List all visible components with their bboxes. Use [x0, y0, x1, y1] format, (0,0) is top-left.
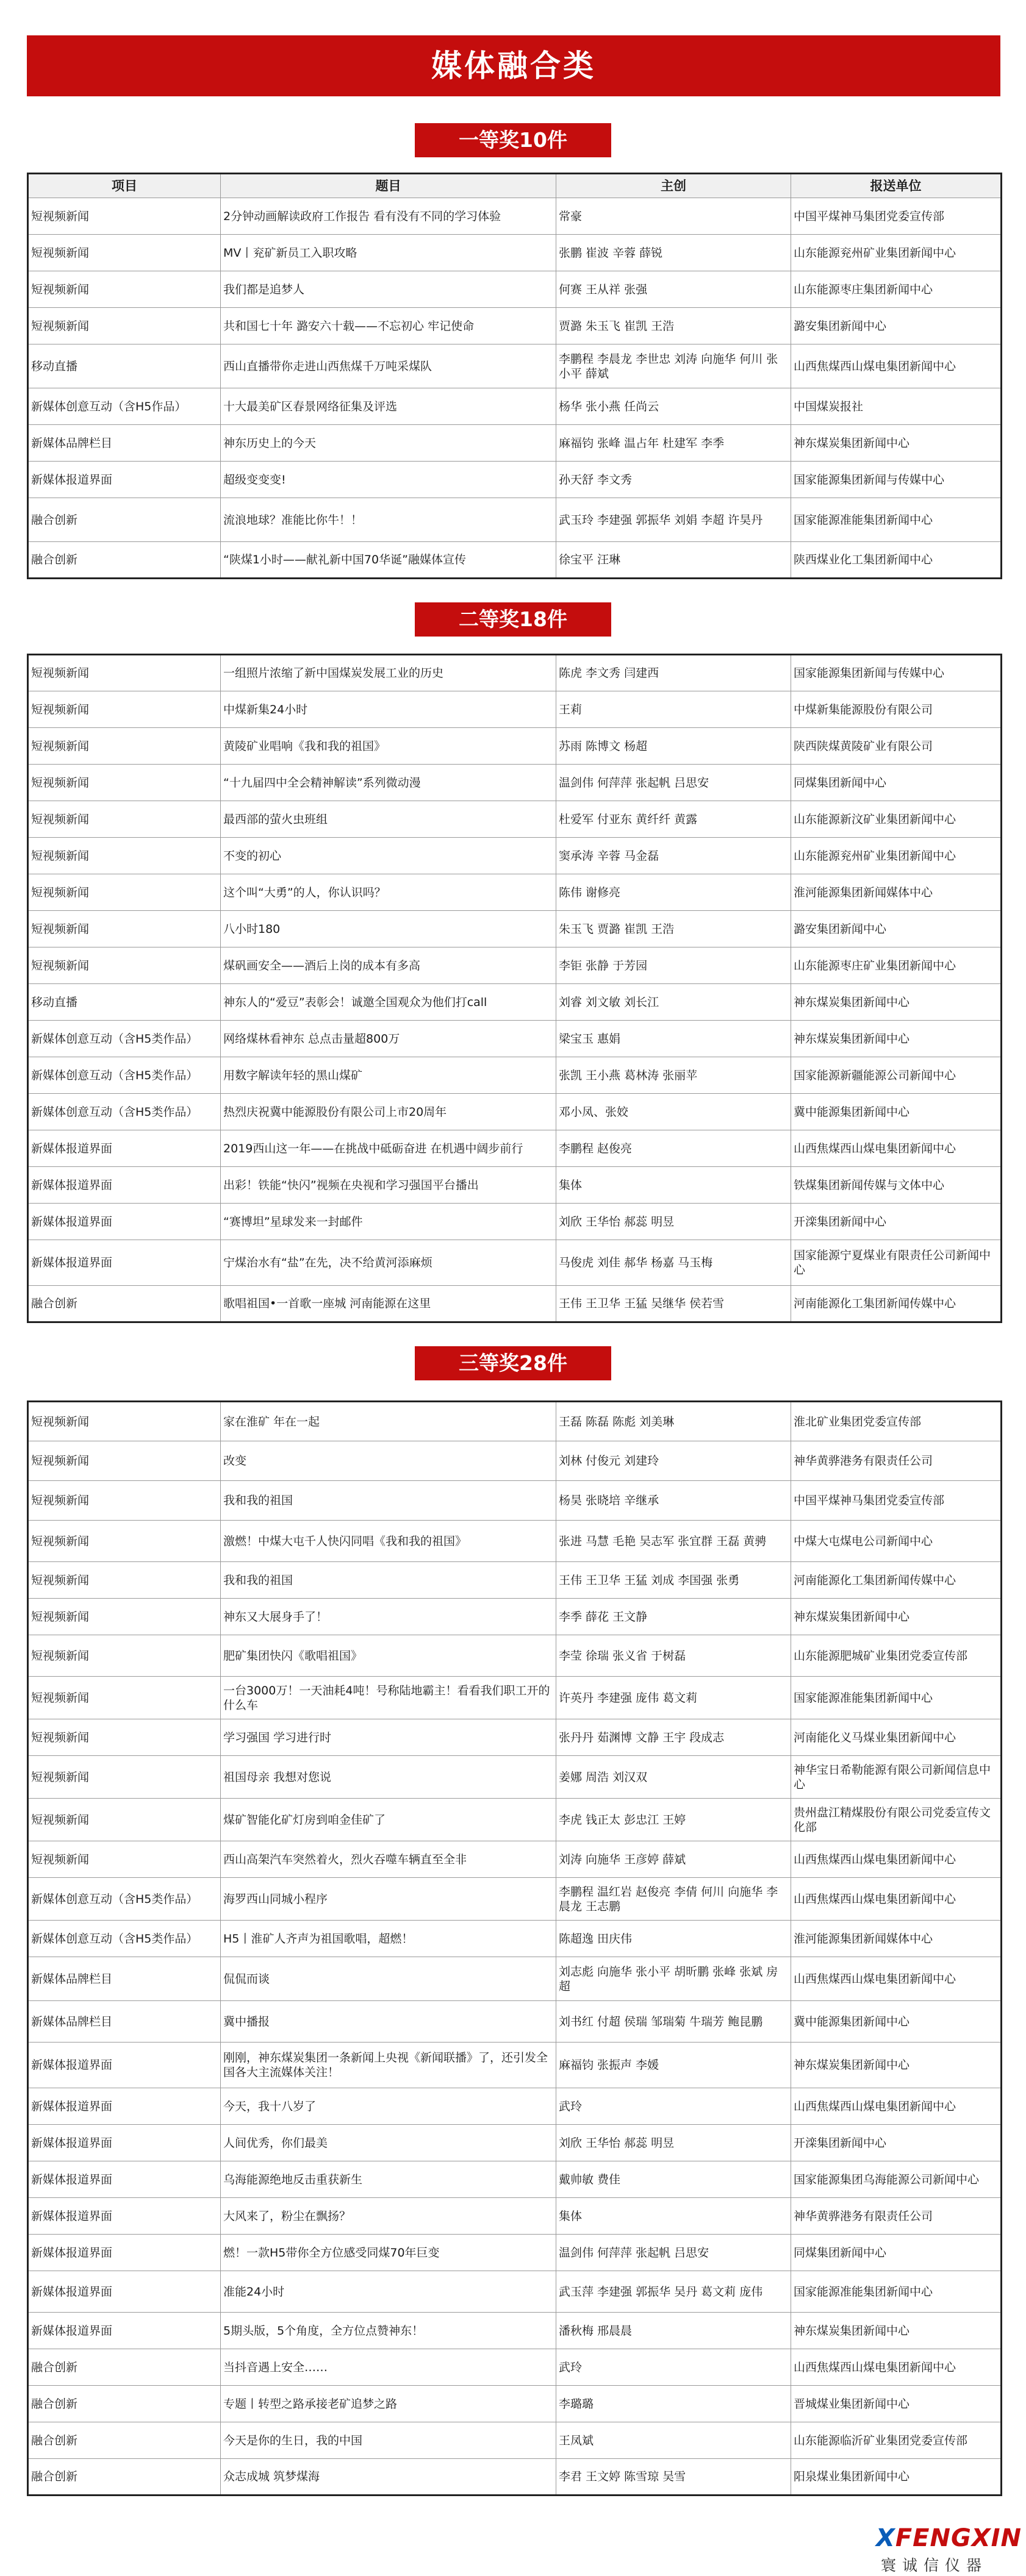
cell-title: 不变的初心: [221, 838, 556, 874]
cell-title: 今天是你的生日，我的中国: [221, 2422, 556, 2459]
cell-unit: 国家能源准能集团新闻中心: [791, 498, 1002, 542]
header-title: 题目: [221, 174, 556, 198]
cell-title: 神东人的“爱豆”表彰会！诚邀全国观众为他们打call: [221, 984, 556, 1021]
cell-unit: 中煤新集能源股份有限公司: [791, 691, 1002, 728]
cell-unit: 开滦集团新闻中心: [791, 2125, 1002, 2161]
table-row: [28, 198, 1002, 235]
cell-title: 众志成城 筑梦煤海: [221, 2459, 556, 2496]
cell-project: 新媒体报道界面: [28, 2043, 221, 2088]
cell-title: 超级变变变!: [221, 462, 556, 498]
cell-title: 神东历史上的今天: [221, 425, 556, 462]
cell-project: 移动直播: [28, 984, 221, 1021]
cell-project: 新媒体报道界面: [28, 2198, 221, 2235]
cell-title: 祖国母亲 我想对您说: [221, 1756, 556, 1799]
cell-title: 煤矿智能化矿灯房到咱金佳矿了: [221, 1799, 556, 1841]
cell-title: 肥矿集团快闪《歌唱祖国》: [221, 1635, 556, 1677]
cell-unit: 潞安集团新闻中心: [791, 308, 1002, 344]
cell-project: 新媒体创意互动（含H5类作品）: [28, 1057, 221, 1094]
cell-unit: 冀中能源集团新闻中心: [791, 2001, 1002, 2043]
cell-creators: 李虎 钱正太 彭忠江 王婷: [556, 1799, 791, 1841]
table-row: [28, 874, 1002, 911]
cell-project: 短视频新闻: [28, 1635, 221, 1677]
cell-creators: 王莉: [556, 691, 791, 728]
table-row: [28, 1481, 1002, 1521]
cell-title: 一组照片浓缩了新中国煤炭发展工业的历史: [221, 655, 556, 691]
cell-creators: 张凯 王小燕 葛林涛 张丽苹: [556, 1057, 791, 1094]
table-row: [28, 2161, 1002, 2198]
cell-project: 新媒体创意互动（含H5作品）: [28, 388, 221, 425]
cell-project: 短视频新闻: [28, 198, 221, 235]
cell-project: 短视频新闻: [28, 1677, 221, 1719]
cell-creators: 集体: [556, 1167, 791, 1204]
cell-unit: 河南能源化工集团新闻传媒中心: [791, 1286, 1002, 1322]
cell-project: 新媒体报道界面: [28, 1130, 221, 1167]
cell-project: 融合创新: [28, 542, 221, 579]
cell-project: 融合创新: [28, 1286, 221, 1322]
table-row: [28, 425, 1002, 462]
table-row: [28, 235, 1002, 271]
header-creators: 主创: [556, 174, 791, 198]
cell-creators: 李鹏程 赵俊亮: [556, 1130, 791, 1167]
cell-creators: 姜娜 周浩 刘汉双: [556, 1756, 791, 1799]
cell-creators: 常豪: [556, 198, 791, 235]
table-row: [28, 728, 1002, 765]
table-row: [28, 2422, 1002, 2459]
table-row: [28, 1130, 1002, 1167]
cell-title: 用数字解读年轻的黑山煤矿: [221, 1057, 556, 1094]
page-title-banner: 媒体融合类: [27, 35, 1000, 96]
cell-unit: 山东能源枣庄矿业集团新闻中心: [791, 947, 1002, 984]
cell-title: 神东又大展身手了！: [221, 1599, 556, 1635]
table-row: [28, 1204, 1002, 1240]
cell-creators: 戴帅敏 费佳: [556, 2161, 791, 2198]
cell-project: 融合创新: [28, 2459, 221, 2496]
cell-title: 西山高架汽车突然着火，烈火吞噬车辆直至全非: [221, 1841, 556, 1878]
cell-unit: 同煤集团新闻中心: [791, 2235, 1002, 2271]
cell-creators: 许英丹 李建强 庞伟 葛文莉: [556, 1677, 791, 1719]
cell-title: “陕煤1小时——献礼新中国70华诞”融媒体宣传: [221, 542, 556, 579]
table-row: [28, 542, 1002, 579]
cell-title: 激燃！中煤大屯千人快闪同唱《我和我的祖国》: [221, 1521, 556, 1562]
table-row: [28, 388, 1002, 425]
table-row: [28, 1021, 1002, 1057]
cell-creators: 温剑伟 何萍萍 张起帆 吕思安: [556, 765, 791, 801]
cell-creators: 张进 马慧 毛艳 吴志军 张宜群 王磊 黄骋: [556, 1521, 791, 1562]
cell-creators: 王伟 王卫华 王猛 吴继华 侯若雪: [556, 1286, 791, 1322]
cell-unit: 晋城煤业集团新闻中心: [791, 2386, 1002, 2422]
cell-creators: 邓小凤、张姣: [556, 1094, 791, 1130]
cell-project: 新媒体品牌栏目: [28, 425, 221, 462]
cell-project: 新媒体品牌栏目: [28, 2001, 221, 2043]
cell-creators: 梁宝玉 惠娟: [556, 1021, 791, 1057]
cell-creators: 张鹏 崔波 辛蓉 薛锐: [556, 235, 791, 271]
table-row: [28, 308, 1002, 344]
table-row: [28, 1521, 1002, 1562]
cell-project: 新媒体报道界面: [28, 1240, 221, 1286]
cell-unit: 山东能源肥城矿业集团党委宣传部: [791, 1635, 1002, 1677]
cell-creators: 武玉萍 李建强 郭振华 吴丹 葛文莉 庞伟: [556, 2271, 791, 2313]
cell-unit: 铁煤集团新闻传媒与文体中心: [791, 1167, 1002, 1204]
cell-project: 新媒体报道界面: [28, 2313, 221, 2349]
cell-unit: 神华黄骅港务有限责任公司: [791, 2198, 1002, 2235]
cell-title: 专题丨转型之路承接老矿追梦之路: [221, 2386, 556, 2422]
cell-creators: 陈超逸 田庆伟: [556, 1921, 791, 1957]
table-row: [28, 1841, 1002, 1878]
cell-project: 移动直播: [28, 344, 221, 388]
cell-title: 八小时180: [221, 911, 556, 947]
cell-unit: 神东煤炭集团新闻中心: [791, 1599, 1002, 1635]
prize-title-third: 三等奖28件: [415, 1346, 611, 1380]
cell-creators: 张丹丹 茹渊博 文静 王宇 段成志: [556, 1719, 791, 1756]
cell-project: 短视频新闻: [28, 1441, 221, 1481]
cell-project: 融合创新: [28, 2386, 221, 2422]
cell-unit: 陕西煤业化工集团新闻中心: [791, 542, 1002, 579]
cell-creators: 王凤斌: [556, 2422, 791, 2459]
cell-unit: 神华宝日希勒能源有限公司新闻信息中心: [791, 1756, 1002, 1799]
cell-project: 新媒体品牌栏目: [28, 1957, 221, 2001]
cell-project: 新媒体创意互动（含H5类作品）: [28, 1878, 221, 1921]
table-row: [28, 1756, 1002, 1799]
cell-title: 燃！一款H5带你全方位感受同煤70年巨变: [221, 2235, 556, 2271]
cell-title: 海罗西山同城小程序: [221, 1878, 556, 1921]
cell-unit: 山西焦煤西山煤电集团新闻中心: [791, 344, 1002, 388]
cell-project: 新媒体报道界面: [28, 2161, 221, 2198]
cell-creators: 朱玉飞 贾潞 崔凯 王浩: [556, 911, 791, 947]
table-row: [28, 2386, 1002, 2422]
cell-project: 短视频新闻: [28, 1481, 221, 1521]
cell-creators: 刘志彪 向施华 张小平 胡昕鹏 张峰 张斌 房超: [556, 1957, 791, 2001]
cell-title: 改变: [221, 1441, 556, 1481]
cell-project: 短视频新闻: [28, 1799, 221, 1841]
table-row: [28, 1719, 1002, 1756]
cell-title: 准能24小时: [221, 2271, 556, 2313]
cell-project: 新媒体报道界面: [28, 1204, 221, 1240]
cell-project: 短视频新闻: [28, 655, 221, 691]
cell-unit: 山东能源兖州矿业集团新闻中心: [791, 235, 1002, 271]
cell-creators: 苏雨 陈博文 杨超: [556, 728, 791, 765]
table-row: [28, 838, 1002, 874]
cell-title: 这个叫“大勇”的人，你认识吗？: [221, 874, 556, 911]
table-row: [28, 1799, 1002, 1841]
cell-unit: 山西焦煤西山煤电集团新闻中心: [791, 1130, 1002, 1167]
cell-unit: 国家能源集团新闻与传媒中心: [791, 462, 1002, 498]
cell-title: 我们都是追梦人: [221, 271, 556, 308]
cell-project: 新媒体创意互动（含H5类作品）: [28, 1021, 221, 1057]
cell-creators: 杨华 张小燕 任尚云: [556, 388, 791, 425]
cell-unit: 河南能化义马煤业集团新闻中心: [791, 1719, 1002, 1756]
table-row: [28, 1677, 1002, 1719]
cell-creators: 窦承涛 辛蓉 马金磊: [556, 838, 791, 874]
cell-creators: 刘林 付俊元 刘建玲: [556, 1441, 791, 1481]
cell-title: 一台3000万！一天油耗4吨！号称陆地霸主！看看我们职工开的什么车: [221, 1677, 556, 1719]
cell-creators: 孙天舒 李文秀: [556, 462, 791, 498]
cell-creators: 集体: [556, 2198, 791, 2235]
cell-project: 短视频新闻: [28, 1841, 221, 1878]
cell-creators: 李鹏程 温红岩 赵俊亮 李倩 何川 向施华 李晨龙 王志鹏: [556, 1878, 791, 1921]
cell-title: 十大最美矿区春景网络征集及评选: [221, 388, 556, 425]
cell-project: 短视频新闻: [28, 838, 221, 874]
cell-project: 新媒体报道界面: [28, 2271, 221, 2313]
cell-creators: 杜爱军 付亚东 黄纤纤 黄露: [556, 801, 791, 838]
cell-unit: 国家能源新疆能源公司新闻中心: [791, 1057, 1002, 1094]
cell-title: 煤矾画安全——酒后上岗的成本有多高: [221, 947, 556, 984]
cell-title: 热烈庆祝冀中能源股份有限公司上市20周年: [221, 1094, 556, 1130]
prize-title-first: 一等奖10件: [415, 123, 611, 157]
table-row: [28, 911, 1002, 947]
prize-title-second: 二等奖18件: [415, 602, 611, 637]
cell-creators: 武玲: [556, 2088, 791, 2125]
cell-project: 短视频新闻: [28, 765, 221, 801]
watermark-subtitle: 寰诚信仪器: [881, 2556, 988, 2574]
cell-unit: 国家能源准能集团新闻中心: [791, 1677, 1002, 1719]
cell-project: 新媒体报道界面: [28, 2088, 221, 2125]
table-row: [28, 1402, 1002, 1441]
cell-title: 网络煤林看神东 总点击量超800万: [221, 1021, 556, 1057]
cell-creators: 刘欣 王华怡 郝蕊 明昱: [556, 2125, 791, 2161]
cell-title: 冀中播报: [221, 2001, 556, 2043]
cell-title: 家在淮矿 年在一起: [221, 1402, 556, 1441]
cell-unit: 中国煤炭报社: [791, 388, 1002, 425]
cell-creators: 潘秋梅 邢晨晨: [556, 2313, 791, 2349]
cell-unit: 神东煤炭集团新闻中心: [791, 425, 1002, 462]
table-row: [28, 1599, 1002, 1635]
cell-title: MV丨兖矿新员工入职攻略: [221, 235, 556, 271]
cell-title: 乌海能源绝地反击重获新生: [221, 2161, 556, 2198]
cell-project: 新媒体创意互动（含H5类作品）: [28, 1921, 221, 1957]
cell-unit: 淮北矿业集团党委宣传部: [791, 1402, 1002, 1441]
table-row: [28, 655, 1002, 691]
table-row: [28, 2313, 1002, 2349]
cell-unit: 山东能源新汶矿业集团新闻中心: [791, 801, 1002, 838]
cell-unit: 山东能源临沂矿业集团党委宣传部: [791, 2422, 1002, 2459]
cell-title: 2019西山这一年——在挑战中砥砺奋进 在机遇中阔步前行: [221, 1130, 556, 1167]
cell-title: 最西部的萤火虫班组: [221, 801, 556, 838]
table-row: [28, 1167, 1002, 1204]
cell-creators: 贾潞 朱玉飞 崔凯 王浩: [556, 308, 791, 344]
cell-title: 今天，我十八岁了: [221, 2088, 556, 2125]
cell-unit: 国家能源集团乌海能源公司新闻中心: [791, 2161, 1002, 2198]
cell-unit: 山西焦煤西山煤电集团新闻中心: [791, 1841, 1002, 1878]
cell-project: 短视频新闻: [28, 911, 221, 947]
header-project: 项目: [28, 174, 221, 198]
cell-creators: 李鹏程 李晨龙 李世忠 刘涛 向施华 何川 张小平 薛斌: [556, 344, 791, 388]
table-row: [28, 498, 1002, 542]
cell-project: 短视频新闻: [28, 801, 221, 838]
cell-creators: 杨昊 张晓培 辛继承: [556, 1481, 791, 1521]
table-row: [28, 2125, 1002, 2161]
cell-title: 我和我的祖国: [221, 1481, 556, 1521]
cell-title: 大风来了，粉尘在飘扬？: [221, 2198, 556, 2235]
table-row: [28, 2459, 1002, 2496]
cell-unit: 山东能源枣庄集团新闻中心: [791, 271, 1002, 308]
cell-unit: 中国平煤神马集团党委宣传部: [791, 1481, 1002, 1521]
cell-creators: 刘欣 王华怡 郝蕊 明昱: [556, 1204, 791, 1240]
cell-creators: 马俊虎 刘佳 郝华 杨嘉 马玉梅: [556, 1240, 791, 1286]
cell-project: 新媒体报道界面: [28, 2235, 221, 2271]
cell-creators: 李莹 徐瑞 张义省 于树磊: [556, 1635, 791, 1677]
cell-unit: 山西焦煤西山煤电集团新闻中心: [791, 2088, 1002, 2125]
cell-title: 共和国七十年 潞安六十载——不忘初心 牢记使命: [221, 308, 556, 344]
awards-table-first: [27, 173, 1002, 579]
cell-unit: 神东煤炭集团新闻中心: [791, 1021, 1002, 1057]
watermark-brand: XFENGXIN: [876, 2524, 1022, 2552]
cell-creators: 王磊 陈磊 陈彪 刘美琳: [556, 1402, 791, 1441]
table-row: [28, 2043, 1002, 2088]
cell-creators: 陈虎 李文秀 闫建西: [556, 655, 791, 691]
table-row: [28, 1957, 1002, 2001]
cell-title: 流浪地球？准能比你牛！！: [221, 498, 556, 542]
cell-project: 新媒体创意互动（含H5类作品）: [28, 1094, 221, 1130]
cell-project: 融合创新: [28, 498, 221, 542]
cell-creators: 麻福钧 张振声 李媛: [556, 2043, 791, 2088]
table-row: [28, 2349, 1002, 2386]
cell-project: 新媒体报道界面: [28, 462, 221, 498]
cell-unit: 山西焦煤西山煤电集团新闻中心: [791, 1957, 1002, 2001]
cell-unit: 河南能源化工集团新闻传媒中心: [791, 1562, 1002, 1599]
cell-title: 歌唱祖国•一首歌一座城 河南能源在这里: [221, 1286, 556, 1322]
cell-unit: 中国平煤神马集团党委宣传部: [791, 198, 1002, 235]
table-row: [28, 691, 1002, 728]
cell-unit: 淮河能源集团新闻媒体中心: [791, 874, 1002, 911]
cell-title: “赛博坦”星球发来一封邮件: [221, 1204, 556, 1240]
cell-unit: 阳泉煤业集团新闻中心: [791, 2459, 1002, 2496]
cell-project: 新媒体报道界面: [28, 1167, 221, 1204]
cell-creators: 刘涛 向施华 王彦婷 薛斌: [556, 1841, 791, 1878]
cell-project: 短视频新闻: [28, 947, 221, 984]
cell-creators: 武玲: [556, 2349, 791, 2386]
table-row: [28, 1094, 1002, 1130]
table-row: [28, 1057, 1002, 1094]
table-row: [28, 2001, 1002, 2043]
cell-project: 短视频新闻: [28, 235, 221, 271]
cell-project: 融合创新: [28, 2422, 221, 2459]
table-row: [28, 947, 1002, 984]
cell-title: 黄陵矿业唱响《我和我的祖国》: [221, 728, 556, 765]
cell-unit: 神东煤炭集团新闻中心: [791, 2313, 1002, 2349]
cell-unit: 神东煤炭集团新闻中心: [791, 2043, 1002, 2088]
cell-unit: 冀中能源集团新闻中心: [791, 1094, 1002, 1130]
cell-project: 短视频新闻: [28, 1521, 221, 1562]
cell-creators: 何赛 王从祥 张强: [556, 271, 791, 308]
cell-project: 短视频新闻: [28, 1402, 221, 1441]
cell-unit: 同煤集团新闻中心: [791, 765, 1002, 801]
table-row: [28, 1878, 1002, 1921]
cell-unit: 山西焦煤西山煤电集团新闻中心: [791, 2349, 1002, 2386]
table-row: [28, 2088, 1002, 2125]
cell-creators: 王伟 王卫华 王猛 刘成 李国强 张勇: [556, 1562, 791, 1599]
cell-project: 短视频新闻: [28, 1562, 221, 1599]
table-row: [28, 271, 1002, 308]
cell-creators: 陈伟 谢修亮: [556, 874, 791, 911]
awards-table-third: [27, 1400, 1002, 2496]
cell-creators: 李季 薛花 王文静: [556, 1599, 791, 1635]
cell-creators: 李钜 张静 于芳园: [556, 947, 791, 984]
cell-creators: 温剑伟 何萍萍 张起帆 吕思安: [556, 2235, 791, 2271]
cell-project: 短视频新闻: [28, 1756, 221, 1799]
header-unit: 报送单位: [791, 174, 1002, 198]
cell-creators: 李君 王文婷 陈雪琼 吴雪: [556, 2459, 791, 2496]
watermark-logo: [876, 2524, 1022, 2574]
table-row: [28, 984, 1002, 1021]
cell-unit: 淮河能源集团新闻媒体中心: [791, 1921, 1002, 1957]
cell-title: H5丨淮矿人齐声为祖国歌唱，超燃！: [221, 1921, 556, 1957]
cell-unit: 国家能源集团新闻与传媒中心: [791, 655, 1002, 691]
cell-title: 当抖音遇上安全……: [221, 2349, 556, 2386]
cell-project: 短视频新闻: [28, 1719, 221, 1756]
table-row: [28, 1286, 1002, 1322]
table-row: [28, 801, 1002, 838]
cell-title: 宁煤治水有“盐”在先，决不给黄河添麻烦: [221, 1240, 556, 1286]
cell-unit: 神华黄骅港务有限责任公司: [791, 1441, 1002, 1481]
cell-title: 侃侃而谈: [221, 1957, 556, 2001]
cell-unit: 中煤大屯煤电公司新闻中心: [791, 1521, 1002, 1562]
cell-project: 短视频新闻: [28, 874, 221, 911]
cell-project: 短视频新闻: [28, 271, 221, 308]
cell-title: 我和我的祖国: [221, 1562, 556, 1599]
table-row: [28, 1441, 1002, 1481]
cell-title: 人间优秀，你们最美: [221, 2125, 556, 2161]
cell-unit: 山西焦煤西山煤电集团新闻中心: [791, 1878, 1002, 1921]
cell-creators: 武玉玲 李建强 郭振华 刘娟 李超 许昊丹: [556, 498, 791, 542]
cell-unit: 陕西陕煤黄陵矿业有限公司: [791, 728, 1002, 765]
cell-unit: 神东煤炭集团新闻中心: [791, 984, 1002, 1021]
cell-unit: 国家能源准能集团新闻中心: [791, 2271, 1002, 2313]
cell-title: 学习强国 学习进行时: [221, 1719, 556, 1756]
table-row: [28, 1240, 1002, 1286]
awards-table-second: [27, 654, 1002, 1323]
cell-creators: 刘睿 刘文敏 刘长江: [556, 984, 791, 1021]
cell-creators: 徐宝平 汪琳: [556, 542, 791, 579]
table-row: [28, 462, 1002, 498]
cell-title: 2分钟动画解读政府工作报告 看有没有不同的学习体验: [221, 198, 556, 235]
cell-project: 短视频新闻: [28, 691, 221, 728]
cell-unit: 潞安集团新闻中心: [791, 911, 1002, 947]
cell-unit: 贵州盘江精煤股份有限公司党委宣传文化部: [791, 1799, 1002, 1841]
cell-project: 短视频新闻: [28, 728, 221, 765]
cell-title: 出彩！铁能“快闪”视频在央视和学习强国平台播出: [221, 1167, 556, 1204]
cell-project: 融合创新: [28, 2349, 221, 2386]
cell-title: “十九届四中全会精神解读”系列微动漫: [221, 765, 556, 801]
cell-title: 西山直播带你走进山西焦煤千万吨采煤队: [221, 344, 556, 388]
cell-project: 新媒体报道界面: [28, 2125, 221, 2161]
table-row: [28, 1635, 1002, 1677]
table-row: [28, 765, 1002, 801]
cell-unit: 开滦集团新闻中心: [791, 1204, 1002, 1240]
table-row: [28, 2271, 1002, 2313]
table-row: [28, 2198, 1002, 2235]
cell-title: 5期头版，5个角度，全方位点赞神东！: [221, 2313, 556, 2349]
cell-project: 短视频新闻: [28, 1599, 221, 1635]
table-row: [28, 1921, 1002, 1957]
table-row: [28, 344, 1002, 388]
cell-title: 刚刚，神东煤炭集团一条新闻上央视《新闻联播》了，还引发全国各大主流媒体关注！: [221, 2043, 556, 2088]
table-row: [28, 1562, 1002, 1599]
table-row: [28, 2235, 1002, 2271]
cell-project: 短视频新闻: [28, 308, 221, 344]
cell-creators: 刘书红 付超 侯瑞 邹瑞菊 牛瑞芳 鲍昆鹏: [556, 2001, 791, 2043]
cell-unit: 山东能源兖州矿业集团新闻中心: [791, 838, 1002, 874]
cell-unit: 国家能源宁夏煤业有限责任公司新闻中心: [791, 1240, 1002, 1286]
cell-creators: 李璐璐: [556, 2386, 791, 2422]
cell-creators: 麻福钧 张峰 温占年 杜建军 李季: [556, 425, 791, 462]
cell-title: 中煤新集24小时: [221, 691, 556, 728]
